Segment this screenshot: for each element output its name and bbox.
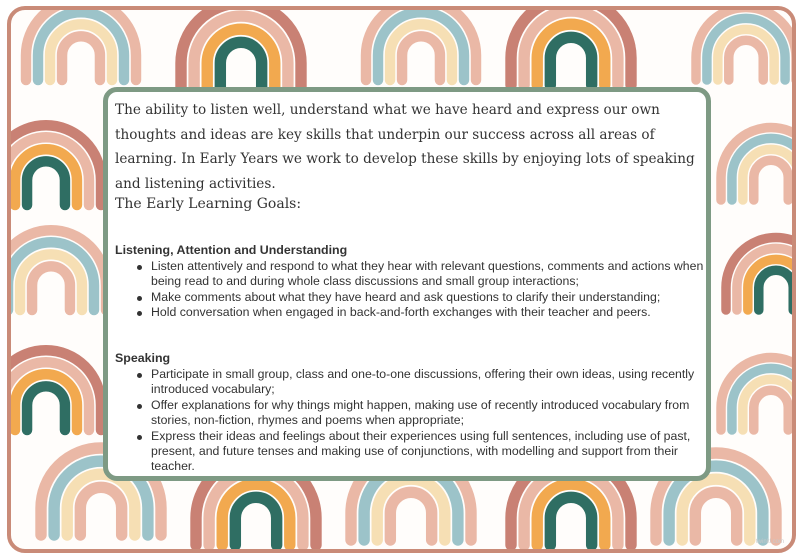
credit-text: twinkl.com — [755, 539, 784, 545]
section-title-speaking: Speaking — [115, 351, 171, 365]
list-item — [108, 429, 708, 475]
goals-heading: The Early Learning Goals: — [115, 196, 302, 212]
bullet-icon — [137, 296, 142, 301]
list-item — [108, 290, 708, 305]
section-title-listening: Listening, Attention and Understanding — [115, 243, 348, 257]
bullet-text: Offer explanations for why things might happen, making use of recently introduced vocabulary from stories, non-fiction, rhymes and poems when appropriate; — [151, 397, 690, 428]
bullet-text: Participate in small group, class and one-to-one discussions, offering their own ideas, using recently introduced vocabulary; — [151, 367, 695, 397]
rainbow-icon — [511, 10, 631, 85]
bullet-text: Listen attentively and respond to what they hear with relevant questions, comments and actions when being read to and during whole class discussions and small group interactions; — [151, 259, 704, 289]
bullet-icon — [137, 373, 142, 378]
rainbow-icon — [726, 237, 792, 310]
rainbow-icon — [26, 10, 136, 80]
bullet-text: Hold conversation when engaged in back-and-forth exchanges with their teacher and peers. — [151, 305, 651, 320]
bullet-text: Express their ideas and feelings about their experiences using full sentences, including use of past, present, and future tenses and making use of conjunctions, with modelling and support from their teacher. — [151, 428, 691, 474]
listening-bullet-list — [108, 259, 708, 321]
list-item — [108, 367, 708, 398]
page-frame — [7, 6, 796, 553]
rainbow-icon — [11, 230, 106, 310]
bullet-icon — [137, 265, 142, 270]
rainbow-icon — [721, 128, 792, 200]
list-item — [108, 305, 708, 320]
bullet-icon — [137, 311, 142, 316]
bullet-icon — [137, 435, 142, 440]
list-item — [108, 398, 708, 429]
content-card — [103, 87, 711, 481]
bullet-text: Make comments about what they have heard and ask questions to clarify their understanding; — [151, 289, 661, 304]
intro-paragraph: The ability to listen well, understand what we have heard and express our own thoughts and ideas are key skills that underpin our success across all areas of learning. In Early Years we work to develop these skills by enjoying lots of speaking and listening activities. — [115, 102, 695, 192]
rainbow-icon — [181, 10, 301, 90]
bullet-icon — [137, 404, 142, 409]
rainbow-icon — [366, 10, 476, 80]
list-item — [108, 259, 708, 290]
rainbow-icon — [721, 358, 792, 430]
rainbow-icon — [11, 350, 101, 430]
rainbow-icon — [696, 10, 792, 80]
speaking-bullet-list — [108, 367, 708, 475]
rainbow-icon — [11, 125, 101, 205]
